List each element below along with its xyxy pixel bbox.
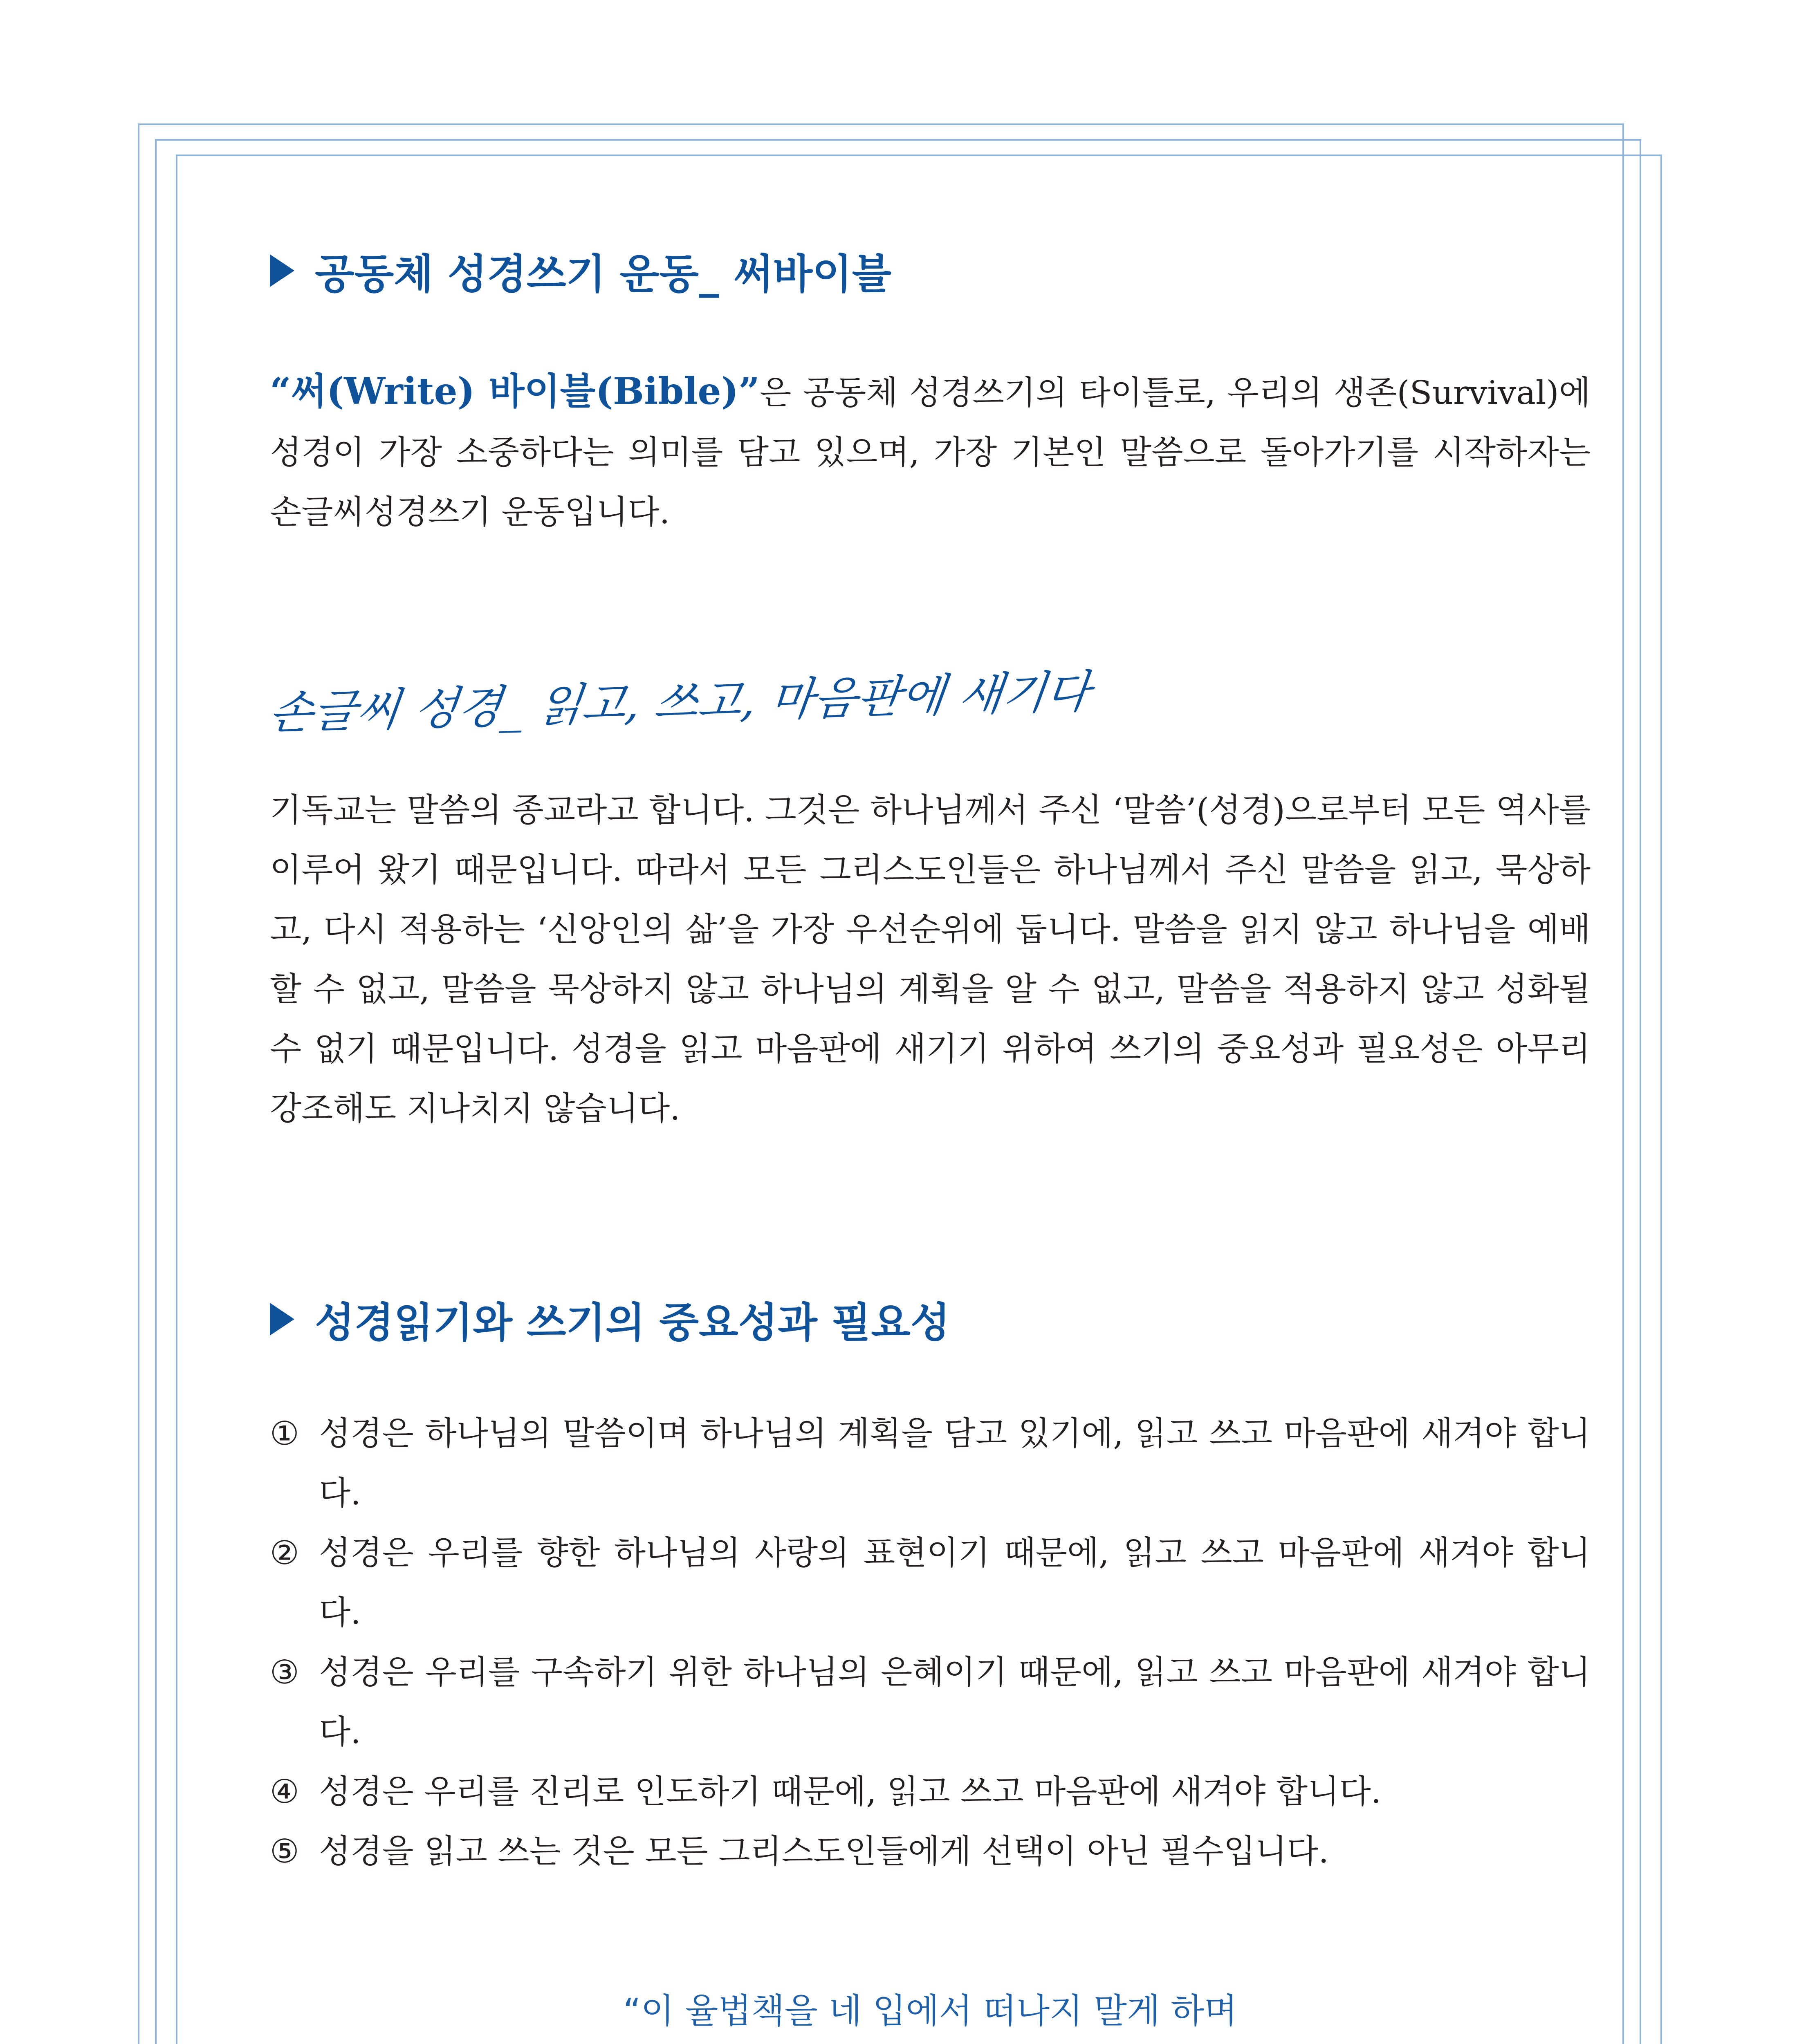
list-item-text: 성경은 우리를 진리로 인도하기 때문에, 읽고 쓰고 마음판에 새겨야 합니다. [319,1773,1382,1811]
list-item [270,1822,1591,1881]
play-triangle-icon [270,1303,294,1336]
handwritten-body: 기독교는 말씀의 종교라고 합니다. 그것은 하나님께서 주신 ‘말씀’(성경)으로부터 모든 역사를 이루어 왔기 때문입니다. 따라서 모든 그리스도인들은 하나님께서 주신 말씀을 읽고, 묵상하고, 다시 적용하는 ‘신앙인의 삶’을 가장 우선순위에 둡니다. 말씀을 읽지 않고 하나님을 예배할 수 없고, 말씀을 묵상하지 않고 하나님의 계획을 알 수 없고, 말씀을 적용하지 않고 성화될 수 없기 때문입니다. 성경을 읽고 마음판에 새기기 위하여 쓰기의 중요성과 필요성은 아무리 강조해도 지나치지 않습니다. [270,791,1591,1127]
list-item-text: 성경은 우리를 구속하기 위한 하나님의 은혜이기 때문에, 읽고 쓰고 마음판에 새겨야 합니다. [319,1653,1591,1751]
section-title: 성경읽기와 쓰기의 중요성과 필요성 [315,1299,950,1347]
section-write-bible [270,241,1591,542]
list-item-text: 성경을 읽고 쓰는 것은 모든 그리스도인들에게 선택이 아닌 필수입니다. [319,1832,1329,1870]
list-item-number: ② [270,1534,299,1572]
section-heading-write-bible [270,241,1591,300]
handwritten-heading: 손글씨 성경_ 읽고, 쓰고, 마음판에 새기다 [266,665,1093,739]
scripture-quote [270,1975,1591,2044]
list-item-number: ① [270,1414,299,1452]
section-handwritten-bible [266,665,1591,1139]
list-item-number: ③ [270,1653,299,1691]
intro-highlight: “써(Write) 바이블(Bible)” [270,370,760,413]
list-item-number: ④ [270,1773,299,1811]
section-heading-importance [270,1290,1591,1349]
page-content [266,241,1591,2044]
list-item [270,1643,1591,1762]
list-item-text: 성경은 우리를 향한 하나님의 사랑의 표현이기 때문에, 읽고 쓰고 마음판에 새겨야 합니다. [319,1534,1591,1632]
list-item [270,1523,1591,1643]
quote-line: “이 율법책을 네 입에서 떠나지 말게 하며 [623,1991,1238,2031]
intro-paragraph [270,361,1591,542]
list-item [270,1404,1591,1523]
importance-list [270,1404,1591,1881]
intro-text: 은 공동체 성경쓰기의 타이틀로, 우리의 생존(Survival)에 성경이 가장 소중하다는 의미를 담고 있으며, 가장 기본인 말씀으로 돌아가기를 시작하자는 손글씨성경쓰기 운동입니다. [270,374,1591,531]
list-item-text: 성경은 하나님의 말씀이며 하나님의 계획을 담고 있기에, 읽고 쓰고 마음판에 새겨야 합니다. [319,1414,1591,1512]
list-item [270,1762,1591,1822]
play-triangle-icon [270,254,294,287]
section-importance [270,1290,1591,1881]
section-title: 공동체 성경쓰기 운동_ 써바이블 [315,250,892,298]
list-item-number: ⑤ [270,1832,299,1870]
